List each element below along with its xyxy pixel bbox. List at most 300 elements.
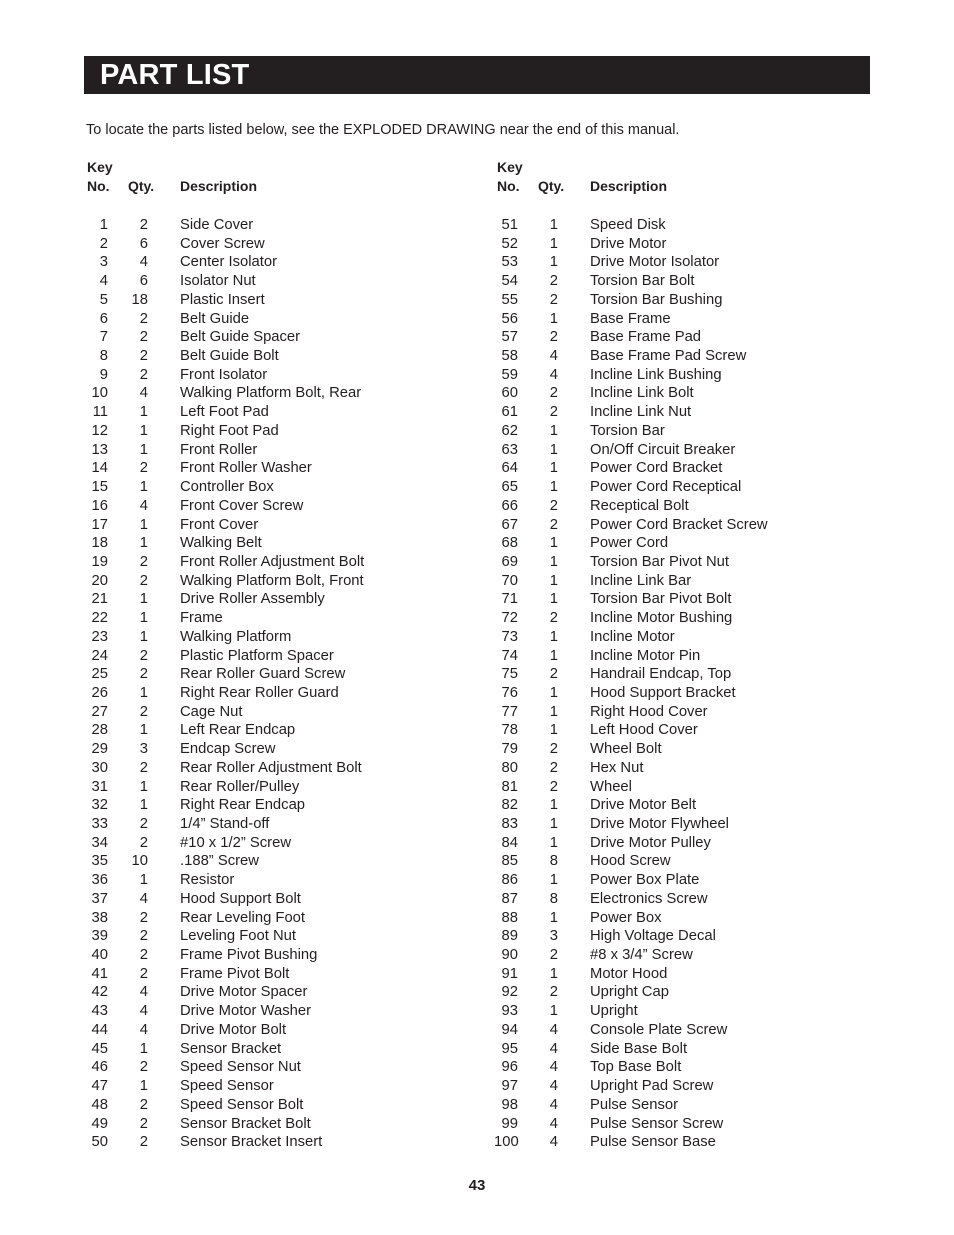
part-row — [494, 1040, 824, 1059]
part-row — [494, 796, 824, 815]
part-key-number: 45 — [91, 1040, 108, 1057]
part-quantity: 1 — [549, 797, 558, 814]
part-description: Pulse Sensor — [590, 1096, 679, 1113]
part-quantity: 4 — [139, 1003, 148, 1020]
part-key-number: 3 — [99, 254, 108, 271]
part-description: Upright — [590, 1003, 638, 1020]
parts-rows-right — [494, 216, 824, 1152]
part-key-number: 72 — [501, 610, 518, 627]
part-quantity: 8 — [549, 890, 558, 907]
header-key-line1: Key — [497, 159, 523, 175]
part-row — [84, 740, 414, 759]
part-quantity: 2 — [549, 610, 558, 627]
part-key-number: 62 — [501, 422, 518, 439]
part-description: Power Cord — [590, 535, 669, 552]
part-description: Incline Motor Bushing — [590, 610, 733, 627]
part-description: Rear Roller/Pulley — [180, 778, 300, 795]
header-key-line2: No. — [87, 178, 110, 194]
part-quantity: 2 — [139, 834, 148, 851]
part-description: Left Foot Pad — [180, 404, 269, 421]
part-description: Right Foot Pad — [180, 422, 279, 439]
part-description: Hood Support Bracket — [590, 684, 736, 701]
part-row — [84, 609, 414, 628]
part-key-number: 12 — [91, 422, 108, 439]
header-qty: Qty. — [538, 178, 565, 194]
part-description: Frame — [180, 610, 223, 627]
part-description: Handrail Endcap, Top — [590, 666, 732, 683]
part-quantity: 2 — [139, 217, 148, 233]
part-quantity: 4 — [549, 1134, 558, 1151]
part-row — [84, 909, 414, 928]
part-row — [84, 497, 414, 516]
part-row — [84, 347, 414, 366]
part-key-number: 55 — [501, 291, 518, 308]
part-key-number: 63 — [501, 441, 518, 458]
part-description: #8 x 3/4” Screw — [590, 947, 693, 964]
part-quantity: 1 — [139, 479, 148, 496]
part-description: Top Base Bolt — [590, 1059, 682, 1076]
part-row — [84, 459, 414, 478]
part-description: Front Roller Adjustment Bolt — [180, 553, 365, 570]
part-description: Base Frame Pad — [590, 329, 702, 346]
part-quantity: 1 — [139, 441, 148, 458]
part-description: Resistor — [180, 872, 235, 889]
part-row — [494, 384, 824, 403]
part-quantity: 18 — [131, 291, 148, 308]
part-row — [494, 946, 824, 965]
part-quantity: 4 — [549, 366, 558, 383]
part-key-number: 30 — [91, 759, 108, 776]
part-key-number: 4 — [99, 273, 108, 290]
part-quantity: 2 — [549, 666, 558, 683]
part-key-number: 82 — [501, 797, 518, 814]
part-quantity: 2 — [139, 1115, 148, 1132]
part-quantity: 1 — [549, 254, 558, 271]
part-row — [84, 703, 414, 722]
part-key-number: 27 — [91, 703, 108, 720]
part-description: Plastic Insert — [180, 291, 265, 308]
part-key-number: 11 — [92, 404, 108, 421]
part-quantity: 4 — [549, 1021, 558, 1038]
part-quantity: 1 — [139, 872, 148, 889]
part-key-number: 29 — [91, 741, 108, 758]
part-description: Hood Support Bolt — [180, 890, 301, 907]
part-row — [84, 291, 414, 310]
part-quantity: 2 — [549, 497, 558, 514]
part-key-number: 64 — [501, 460, 518, 477]
part-row — [84, 441, 414, 460]
part-description: Receptical Bolt — [590, 497, 689, 514]
part-row — [494, 721, 824, 740]
part-row — [84, 1115, 414, 1134]
part-description: Right Rear Roller Guard — [180, 684, 339, 701]
part-row — [494, 1021, 824, 1040]
part-key-number: 53 — [501, 254, 518, 271]
part-row — [84, 310, 414, 329]
part-key-number: 5 — [99, 291, 108, 308]
part-description: Cover Screw — [180, 235, 265, 252]
part-row — [84, 1021, 414, 1040]
part-key-number: 76 — [501, 684, 518, 701]
part-key-number: 83 — [501, 816, 518, 832]
part-quantity: 4 — [549, 1059, 558, 1076]
part-key-number: 33 — [91, 816, 108, 832]
part-quantity: 4 — [549, 1078, 558, 1095]
part-description: Drive Motor Isolator — [590, 254, 720, 271]
part-description: Right Rear Endcap — [180, 797, 306, 814]
header-description: Description — [590, 178, 668, 194]
part-row — [84, 516, 414, 535]
part-key-number: 48 — [91, 1096, 108, 1113]
part-row — [84, 871, 414, 890]
part-description: Power Cord Receptical — [590, 479, 742, 496]
part-row — [494, 834, 824, 853]
part-key-number: 56 — [501, 310, 518, 327]
header-key-line2: No. — [497, 178, 520, 194]
part-description: Incline Link Bushing — [590, 366, 722, 383]
part-quantity: 2 — [139, 759, 148, 776]
part-key-number: 57 — [501, 329, 518, 346]
part-row — [84, 272, 414, 291]
part-description: Controller Box — [180, 479, 274, 496]
part-key-number: 99 — [501, 1115, 518, 1132]
part-key-number: 75 — [501, 666, 518, 683]
part-quantity: 1 — [549, 909, 558, 926]
part-key-number: 67 — [501, 516, 518, 533]
part-key-number: 41 — [91, 965, 108, 982]
part-description: Frame Pivot Bushing — [180, 947, 318, 964]
part-key-number: 1 — [99, 217, 108, 233]
part-description: Power Box — [590, 909, 662, 926]
part-row — [84, 721, 414, 740]
part-key-number: 7 — [99, 329, 108, 346]
part-key-number: 10 — [91, 385, 108, 402]
part-quantity: 1 — [549, 684, 558, 701]
part-description: Torsion Bar Pivot Nut — [590, 553, 729, 570]
part-key-number: 94 — [501, 1021, 518, 1038]
part-row — [84, 478, 414, 497]
part-row — [494, 1133, 824, 1152]
part-description: Pulse Sensor Screw — [590, 1115, 724, 1132]
part-description: Side Base Bolt — [590, 1040, 688, 1057]
part-quantity: 1 — [139, 591, 148, 608]
part-row — [494, 516, 824, 535]
part-quantity: 2 — [549, 404, 558, 421]
part-key-number: 86 — [501, 872, 518, 889]
part-row — [84, 927, 414, 946]
part-row — [494, 1115, 824, 1134]
part-quantity: 2 — [139, 329, 148, 346]
part-row — [84, 366, 414, 385]
part-quantity: 2 — [549, 329, 558, 346]
part-quantity: 1 — [139, 1078, 148, 1095]
part-key-number: 36 — [91, 872, 108, 889]
part-description: Walking Platform — [180, 628, 292, 645]
part-row — [84, 403, 414, 422]
part-row — [84, 534, 414, 553]
part-key-number: 14 — [91, 460, 108, 477]
part-key-number: 91 — [501, 965, 518, 982]
part-quantity: 1 — [549, 479, 558, 496]
part-key-number: 31 — [91, 778, 108, 795]
part-quantity: 2 — [549, 759, 558, 776]
part-description: Power Cord Bracket Screw — [590, 516, 768, 533]
part-key-number: 90 — [501, 947, 518, 964]
part-row — [494, 703, 824, 722]
part-description: High Voltage Decal — [590, 928, 716, 945]
part-description: Drive Motor Washer — [180, 1003, 312, 1020]
part-key-number: 40 — [91, 947, 108, 964]
part-row — [84, 815, 414, 834]
part-key-number: 49 — [91, 1115, 108, 1132]
part-key-number: 60 — [501, 385, 518, 402]
part-row — [494, 534, 824, 553]
part-row — [84, 965, 414, 984]
part-row — [84, 553, 414, 572]
part-key-number: 42 — [91, 984, 108, 1001]
part-row — [494, 871, 824, 890]
part-quantity: 3 — [139, 741, 148, 758]
part-key-number: 13 — [91, 441, 108, 458]
part-key-number: 15 — [91, 479, 108, 496]
part-quantity: 2 — [139, 572, 148, 589]
part-description: Base Frame — [590, 310, 671, 327]
part-quantity: 1 — [139, 404, 148, 421]
header-key-line1: Key — [87, 159, 113, 175]
part-quantity: 1 — [549, 703, 558, 720]
part-quantity: 2 — [139, 928, 148, 945]
part-key-number: 18 — [91, 535, 108, 552]
part-quantity: 2 — [139, 647, 148, 664]
column-header — [494, 158, 824, 198]
part-row — [494, 441, 824, 460]
part-description: .188” Screw — [180, 853, 259, 870]
part-quantity: 1 — [549, 591, 558, 608]
part-quantity: 1 — [549, 816, 558, 832]
part-quantity: 4 — [139, 497, 148, 514]
part-description: Wheel — [590, 778, 632, 795]
part-description: Frame Pivot Bolt — [180, 965, 290, 982]
part-quantity: 4 — [549, 1096, 558, 1113]
part-quantity: 1 — [549, 460, 558, 477]
part-description: Electronics Screw — [590, 890, 708, 907]
part-key-number: 79 — [501, 741, 518, 758]
part-row — [494, 740, 824, 759]
part-key-number: 2 — [99, 235, 108, 252]
part-key-number: 35 — [91, 853, 108, 870]
part-key-number: 20 — [91, 572, 108, 589]
page-title: PART LIST — [100, 59, 250, 91]
part-row — [84, 796, 414, 815]
part-key-number: 39 — [91, 928, 108, 945]
part-row — [84, 1058, 414, 1077]
part-quantity: 1 — [139, 535, 148, 552]
part-row — [494, 684, 824, 703]
part-description: Power Cord Bracket — [590, 460, 723, 477]
part-quantity: 4 — [549, 348, 558, 365]
part-quantity: 2 — [549, 778, 558, 795]
part-description: Pulse Sensor Base — [590, 1134, 716, 1151]
part-row — [84, 628, 414, 647]
part-description: Torsion Bar Bolt — [590, 273, 695, 290]
part-row — [494, 1096, 824, 1115]
part-key-number: 28 — [91, 722, 108, 739]
part-row — [84, 590, 414, 609]
intro-text: To locate the parts listed below, see the EXPLODED DRAWING near the end of this manual. — [86, 122, 680, 138]
part-description: Wheel Bolt — [590, 741, 662, 758]
part-quantity: 2 — [139, 816, 148, 832]
part-description: Hex Nut — [590, 759, 644, 776]
part-quantity: 2 — [139, 909, 148, 926]
part-quantity: 1 — [549, 722, 558, 739]
part-key-number: 77 — [501, 703, 518, 720]
part-key-number: 22 — [91, 610, 108, 627]
part-description: Front Roller — [180, 441, 258, 458]
part-quantity: 4 — [549, 1115, 558, 1132]
part-key-number: 74 — [501, 647, 518, 664]
part-quantity: 1 — [549, 872, 558, 889]
part-row — [84, 852, 414, 871]
part-row — [494, 665, 824, 684]
part-row — [494, 815, 824, 834]
title-banner — [84, 56, 870, 94]
part-row — [494, 965, 824, 984]
parts-rows-left — [84, 216, 414, 1152]
part-key-number: 88 — [501, 909, 518, 926]
part-row — [84, 890, 414, 909]
part-key-number: 38 — [91, 909, 108, 926]
part-description: Front Isolator — [180, 366, 268, 383]
part-quantity: 2 — [139, 1096, 148, 1113]
part-key-number: 26 — [91, 684, 108, 701]
part-description: Rear Roller Adjustment Bolt — [180, 759, 362, 776]
part-row — [84, 216, 414, 235]
part-description: Rear Roller Guard Screw — [180, 666, 346, 683]
part-key-number: 9 — [99, 366, 108, 383]
part-description: Belt Guide Bolt — [180, 348, 279, 365]
part-description: Hood Screw — [590, 853, 671, 870]
part-row — [84, 384, 414, 403]
part-description: Rear Leveling Foot — [180, 909, 306, 926]
part-description: Torsion Bar Pivot Bolt — [590, 591, 732, 608]
part-row — [494, 478, 824, 497]
header-description: Description — [180, 178, 258, 194]
part-quantity: 1 — [549, 572, 558, 589]
part-description: Sensor Bracket Insert — [180, 1134, 323, 1151]
part-quantity: 1 — [549, 422, 558, 439]
part-description: Sensor Bracket Bolt — [180, 1115, 311, 1132]
part-row — [84, 572, 414, 591]
part-description: Speed Sensor — [180, 1078, 274, 1095]
part-row — [84, 684, 414, 703]
part-description: Motor Hood — [590, 965, 668, 982]
part-description: Drive Motor Spacer — [180, 984, 308, 1001]
part-key-number: 98 — [501, 1096, 518, 1113]
part-key-number: 100 — [494, 1134, 519, 1151]
part-key-number: 78 — [501, 722, 518, 739]
part-quantity: 1 — [549, 310, 558, 327]
part-description: Torsion Bar Bushing — [590, 291, 723, 308]
part-description: Leveling Foot Nut — [180, 928, 296, 945]
part-quantity: 1 — [139, 516, 148, 533]
part-description: Upright Pad Screw — [590, 1078, 714, 1095]
part-key-number: 25 — [91, 666, 108, 683]
part-row — [84, 1002, 414, 1021]
part-description: Front Cover — [180, 516, 259, 533]
part-key-number: 71 — [501, 591, 518, 608]
part-key-number: 54 — [501, 273, 518, 290]
part-row — [494, 909, 824, 928]
part-description: Endcap Screw — [180, 741, 276, 758]
part-description: Base Frame Pad Screw — [590, 348, 747, 365]
part-row — [84, 983, 414, 1002]
part-quantity: 1 — [549, 628, 558, 645]
part-key-number: 97 — [501, 1078, 518, 1095]
part-key-number: 58 — [501, 348, 518, 365]
part-quantity: 4 — [549, 1040, 558, 1057]
part-quantity: 2 — [549, 291, 558, 308]
part-key-number: 6 — [99, 310, 108, 327]
part-description: Speed Sensor Bolt — [180, 1096, 304, 1113]
part-quantity: 1 — [139, 797, 148, 814]
part-row — [84, 1040, 414, 1059]
part-quantity: 4 — [139, 890, 148, 907]
part-description: Drive Motor — [590, 235, 667, 252]
part-description: Side Cover — [180, 217, 254, 233]
part-description: Drive Motor Pulley — [590, 834, 711, 851]
part-row — [84, 946, 414, 965]
part-key-number: 96 — [501, 1059, 518, 1076]
part-description: #10 x 1/2” Screw — [180, 834, 292, 851]
part-quantity: 2 — [139, 460, 148, 477]
part-row — [84, 778, 414, 797]
part-quantity: 2 — [139, 348, 148, 365]
part-key-number: 43 — [91, 1003, 108, 1020]
part-row — [494, 572, 824, 591]
part-description: Front Cover Screw — [180, 497, 304, 514]
part-row — [494, 1058, 824, 1077]
part-row — [494, 328, 824, 347]
part-row — [494, 291, 824, 310]
part-key-number: 46 — [91, 1059, 108, 1076]
part-key-number: 87 — [501, 890, 518, 907]
part-row — [494, 647, 824, 666]
part-quantity: 6 — [139, 273, 148, 290]
part-key-number: 81 — [501, 778, 518, 795]
part-key-number: 37 — [91, 890, 108, 907]
part-description: Walking Belt — [180, 535, 262, 552]
part-row — [494, 1077, 824, 1096]
part-quantity: 4 — [139, 385, 148, 402]
part-row — [84, 1133, 414, 1152]
part-description: Belt Guide — [180, 310, 250, 327]
part-quantity: 1 — [139, 722, 148, 739]
part-description: Left Hood Cover — [590, 722, 698, 739]
part-quantity: 2 — [139, 553, 148, 570]
part-description: Plastic Platform Spacer — [180, 647, 334, 664]
part-description: Upright Cap — [590, 984, 669, 1001]
part-row — [494, 422, 824, 441]
part-quantity: 2 — [139, 1134, 148, 1151]
part-quantity: 1 — [549, 217, 558, 233]
part-quantity: 2 — [549, 741, 558, 758]
part-key-number: 52 — [501, 235, 518, 252]
part-key-number: 70 — [501, 572, 518, 589]
part-quantity: 1 — [549, 553, 558, 570]
part-row — [494, 347, 824, 366]
part-description: On/Off Circuit Breaker — [590, 441, 736, 458]
part-key-number: 89 — [501, 928, 518, 945]
